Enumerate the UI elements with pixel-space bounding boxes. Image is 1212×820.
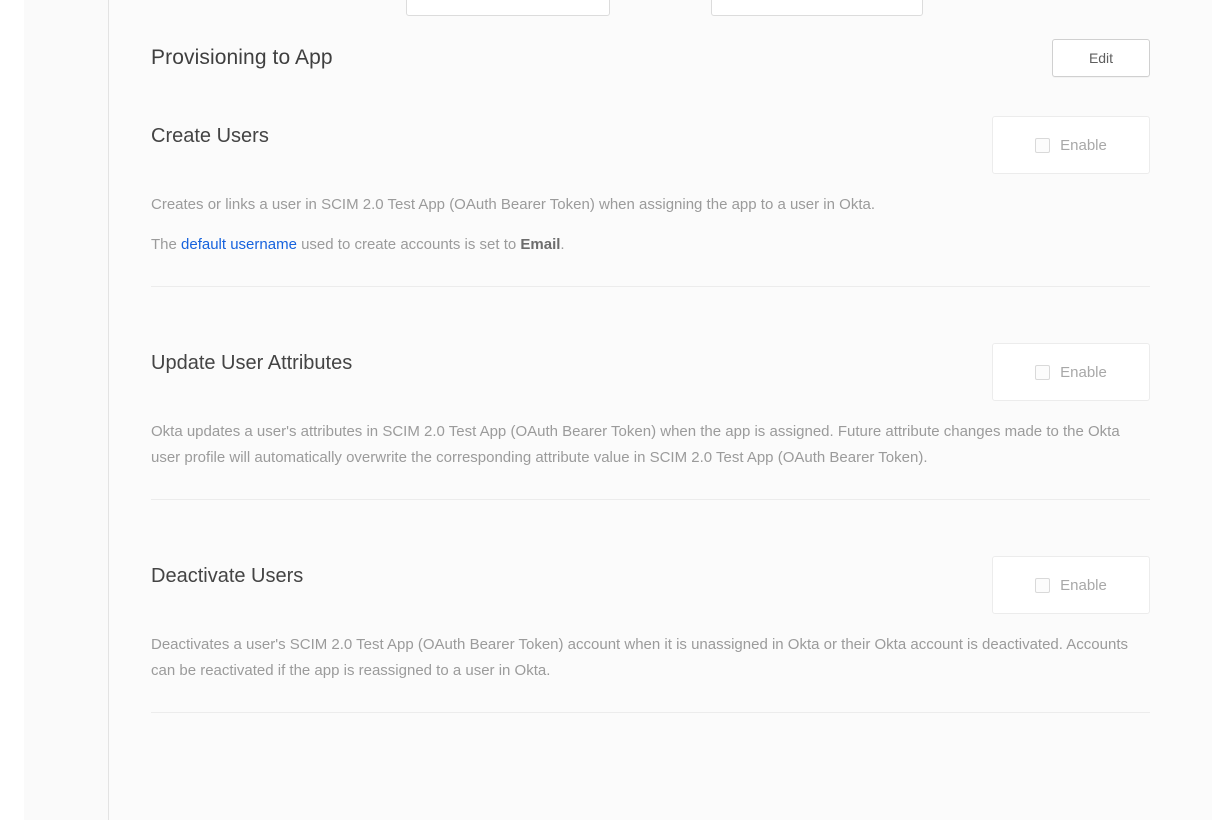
create-users-enable-label: Enable xyxy=(1060,136,1107,154)
create-users-enable-toggle[interactable] xyxy=(992,116,1150,174)
desc2-prefix: The xyxy=(151,236,182,253)
create-users-title: Create Users xyxy=(151,125,269,147)
page-title: Provisioning to App xyxy=(151,46,333,69)
checkbox-icon[interactable] xyxy=(1035,138,1050,153)
create-users-description-2 xyxy=(151,232,1150,258)
update-user-attributes-enable-toggle[interactable] xyxy=(992,343,1150,401)
deactivate-users-header xyxy=(151,556,1150,614)
deactivate-users-enable-label: Enable xyxy=(1060,576,1107,594)
cutoff-card-right xyxy=(711,0,923,16)
desc2-suffix: . xyxy=(560,236,565,253)
deactivate-users-description: Deactivates a user's SCIM 2.0 Test App (OAuth Bearer Token) account when it is unassigned in Okta or their Okta account is deactivated. Accounts can be reactivated if the app is reassigned to a user in Okta. xyxy=(151,636,1128,679)
deactivate-users-enable-toggle[interactable] xyxy=(992,556,1150,614)
left-nav-rail xyxy=(24,0,109,820)
checkbox-icon[interactable] xyxy=(1035,578,1050,593)
create-users-description-1: Creates or links a user in SCIM 2.0 Test App (OAuth Bearer Token) when assigning the app to a user in Okta. xyxy=(151,196,875,213)
deactivate-users-block xyxy=(151,556,1150,739)
update-user-attributes-title: Update User Attributes xyxy=(151,352,353,374)
update-user-attributes-header xyxy=(151,343,1150,401)
desc2-value: Email xyxy=(520,236,561,253)
section-divider xyxy=(151,499,1150,500)
update-user-attributes-description: Okta updates a user's attributes in SCIM 2.0 Test App (OAuth Bearer Token) when the app is assigned. Future attribute changes made to the Okta user profile will automatically overwrite the corresponding attribute value in SCIM 2.0 Test App (OAuth Bearer Token). xyxy=(151,423,1120,466)
section-divider xyxy=(151,712,1150,713)
edit-button[interactable]: Edit xyxy=(1052,39,1150,77)
section-divider xyxy=(151,286,1150,287)
update-user-attributes-block xyxy=(151,343,1150,526)
update-user-attributes-enable-label: Enable xyxy=(1060,363,1107,381)
desc2-mid: used to create accounts is set to xyxy=(296,236,521,253)
main-content xyxy=(109,0,1212,820)
page-outer-margin xyxy=(0,0,24,820)
default-username-link[interactable]: default username xyxy=(181,236,297,253)
provisioning-to-app-header xyxy=(151,30,1150,86)
cutoff-cards-row xyxy=(109,0,1212,16)
checkbox-icon[interactable] xyxy=(1035,365,1050,380)
create-users-block xyxy=(151,116,1150,313)
deactivate-users-title: Deactivate Users xyxy=(151,565,304,587)
create-users-header xyxy=(151,116,1150,174)
cutoff-card-left xyxy=(406,0,610,16)
